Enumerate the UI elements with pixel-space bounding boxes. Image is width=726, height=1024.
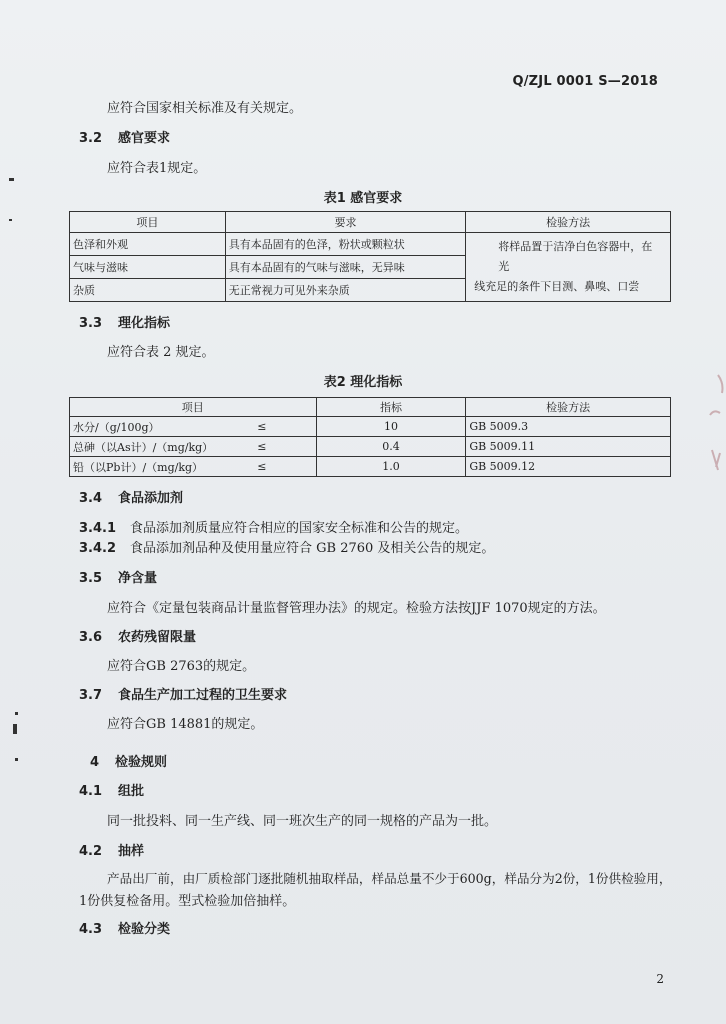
- table2-header-item: 项目: [70, 398, 317, 417]
- table1-caption: 表1 感官要求: [323, 191, 403, 206]
- table2-cell-value: 10: [316, 417, 466, 437]
- section-3-4-2: [79, 537, 494, 556]
- section-3-5-heading: [79, 567, 157, 586]
- section-number: 3.3: [79, 316, 103, 331]
- scan-mark: [9, 178, 14, 181]
- table1-cell-item: 气味与滋味: [70, 256, 226, 279]
- table1-header-method: 检验方法: [466, 212, 671, 233]
- scan-mark: [9, 219, 12, 221]
- section-number: 3.6: [79, 630, 103, 645]
- section-4-3-heading: [79, 918, 170, 937]
- section-3-4-heading: [79, 487, 183, 506]
- table1-cell-req: 具有本品固有的气味与滋味，无异味: [225, 256, 466, 279]
- section-text: 食品添加剂质量应符合相应的国家安全标准和公告的规定。: [130, 521, 469, 536]
- section-title: 检验规则: [115, 755, 168, 770]
- section-number: 4.2: [79, 844, 103, 859]
- table2-physicochemical: [69, 397, 671, 477]
- section-title: 抽样: [118, 844, 145, 859]
- section-4-2-heading: [79, 840, 144, 859]
- table-row: [70, 457, 671, 477]
- section-number: 3.2: [79, 131, 103, 146]
- scan-mark: [15, 758, 18, 761]
- method-line: 将样品置于洁净白色容器中，在光: [498, 240, 653, 273]
- section-number: 4.1: [79, 784, 103, 799]
- section-number: 3.5: [79, 571, 103, 586]
- table1-header-req: 要求: [225, 212, 466, 233]
- section-3-2-heading: [79, 127, 170, 146]
- section-3-7-heading: [79, 684, 287, 703]
- section-4-1-text: 同一批投料、同一生产线、同一班次生产的同一规格的产品为一批。: [107, 814, 498, 829]
- table2-cell-item: 水分/（g/100g）: [70, 417, 255, 437]
- section-number: 3.7: [79, 688, 103, 703]
- section-3-6-text: 应符合GB 2763的规定。: [107, 659, 256, 674]
- section-number: 3.4.1: [79, 521, 117, 536]
- table1-sensory: [69, 211, 671, 302]
- table2-cell-item: 总砷（以As计）/（mg/kg）: [70, 437, 255, 457]
- section-title: 净含量: [118, 571, 158, 586]
- table2-cell-method: GB 5009.11: [466, 437, 671, 457]
- section-3-3-text: 应符合表 2 规定。: [107, 345, 215, 360]
- section-title: 农药残留限量: [118, 630, 197, 645]
- standard-code: Q/ZJL 0001 S—2018: [512, 74, 658, 89]
- section-title: 食品添加剂: [118, 491, 184, 506]
- section-number: 4.3: [79, 922, 103, 937]
- section-title: 检验分类: [118, 922, 171, 937]
- section-number: 3.4: [79, 491, 103, 506]
- section-4-heading: [90, 751, 167, 770]
- seal-edge-fragment: [700, 355, 726, 485]
- section-number: 3.4.2: [79, 541, 117, 556]
- table2-cell-method: GB 5009.12: [466, 457, 671, 477]
- section-number: 4: [90, 755, 100, 770]
- table2-cell-item: 铅（以Pb计）/（mg/kg）: [70, 457, 255, 477]
- table2-caption: 表2 理化指标: [323, 375, 403, 390]
- scan-mark: [15, 712, 18, 715]
- table2-cell-op: ≤: [254, 457, 316, 477]
- scan-mark: [13, 724, 17, 734]
- table1-cell-item: 色泽和外观: [70, 233, 226, 256]
- table2-cell-op: ≤: [254, 417, 316, 437]
- section-4-2-text-line1: 产品出厂前，由厂质检部门逐批随机抽取样品，样品总量不少于600g，样品分为2份，1份供检验用，: [107, 871, 672, 886]
- section-3-3-heading: [79, 312, 170, 331]
- table2-cell-method: GB 5009.3: [466, 417, 671, 437]
- section-4-1-heading: [79, 780, 144, 799]
- section-3-7-text: 应符合GB 14881的规定。: [107, 717, 264, 732]
- section-title: 食品生产加工过程的卫生要求: [118, 688, 288, 703]
- method-line: 线充足的条件下目测、鼻嗅、口尝: [474, 280, 640, 293]
- section-title: 组批: [118, 784, 145, 799]
- table2-header-method: 检验方法: [466, 398, 671, 417]
- table1-cell-req: 具有本品固有的色泽，粉状或颗粒状: [225, 233, 466, 256]
- section-3-2-text: 应符合表1规定。: [107, 161, 207, 176]
- page-number: 2: [656, 972, 664, 986]
- section-3-6-heading: [79, 626, 196, 645]
- table1-header-item: 项目: [70, 212, 226, 233]
- table-row: [70, 417, 671, 437]
- table-row: [70, 233, 671, 256]
- section-3-5-text: 应符合《定量包装商品计量监督管理办法》的规定。检验方法按JJF 1070规定的方法。: [107, 601, 606, 616]
- section-text: 食品添加剂品种及使用量应符合 GB 2760 及相关公告的规定。: [130, 541, 495, 556]
- table-row: [70, 437, 671, 457]
- section-4-2-text-line2: 1份供复检备用。型式检验加倍抽样。: [79, 894, 296, 909]
- table1-cell-req: 无正常视力可见外来杂质: [225, 279, 466, 302]
- section-title: 理化指标: [118, 316, 171, 331]
- table2-header-value: 指标: [316, 398, 466, 417]
- table2-cell-value: 1.0: [316, 457, 466, 477]
- intro-line: 应符合国家相关标准及有关规定。: [107, 101, 303, 116]
- table1-cell-method: [466, 233, 671, 302]
- table2-cell-op: ≤: [254, 437, 316, 457]
- section-3-4-1: [79, 517, 468, 536]
- section-title: 感官要求: [118, 131, 171, 146]
- table2-cell-value: 0.4: [316, 437, 466, 457]
- table1-cell-item: 杂质: [70, 279, 226, 302]
